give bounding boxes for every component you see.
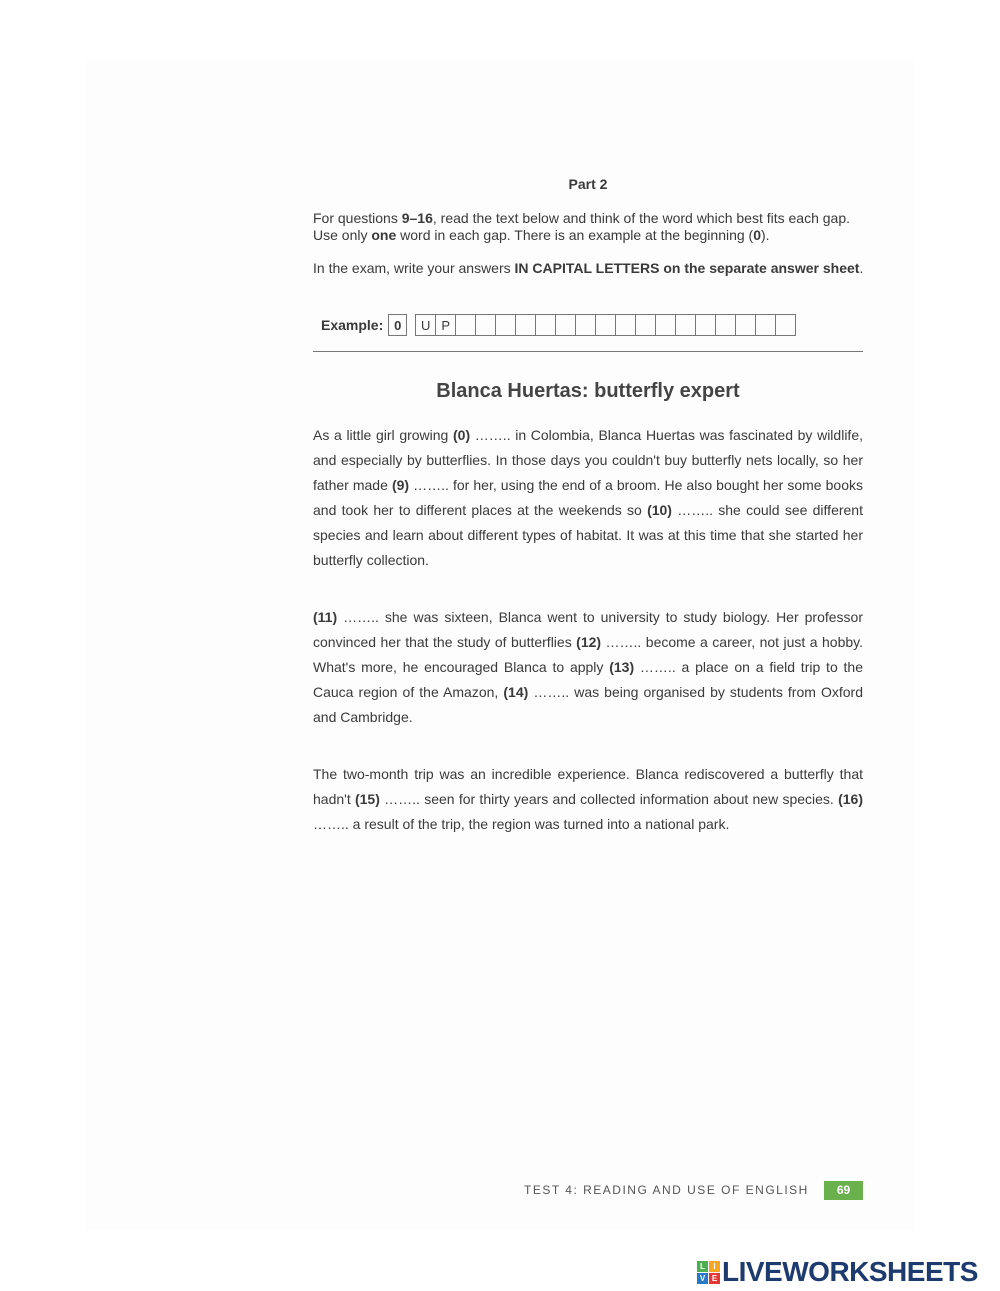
bold-text: 0 <box>753 227 762 243</box>
text-run: In the exam, write your answers <box>313 260 515 276</box>
answer-cell <box>455 314 476 336</box>
answer-cell: U <box>415 314 436 336</box>
instructions-1 <box>313 210 873 244</box>
answer-cell: P <box>435 314 456 336</box>
bold-text: (12) <box>576 634 602 650</box>
text-run: …….. a result of the trip, the region was turned into a national park. <box>313 816 730 832</box>
text-run: …….. seen for thirty years and collected information about new species. <box>379 791 839 807</box>
running-title: TEST 4: READING AND USE OF ENGLISH <box>524 1183 809 1197</box>
bold-text: (13) <box>609 659 635 675</box>
logo-mark-letter: L <box>697 1261 708 1272</box>
text-title: Blanca Huertas: butterfly expert <box>436 380 740 402</box>
text-run: ). <box>761 227 770 243</box>
answer-cell <box>715 314 736 336</box>
bold-text: (0) <box>453 427 471 443</box>
logo-mark-icon <box>697 1261 720 1284</box>
logo-mark-letter: E <box>709 1273 720 1284</box>
text-run: …….. for her, using the end of a broom. He also bought her some books and took her to different places at the weekends so <box>313 477 863 518</box>
liveworksheets-logo <box>697 1256 978 1288</box>
paragraph-1 <box>313 423 863 573</box>
paragraph-2 <box>313 605 863 730</box>
text-run: …….. a place on a field trip to the Cauca region of the Amazon, <box>313 659 863 700</box>
answer-cell <box>495 314 516 336</box>
text-run: . <box>859 260 864 276</box>
bold-text: 9–16 <box>401 210 433 226</box>
bold-text: (9) <box>391 477 410 493</box>
part-heading: Part 2 <box>568 176 608 192</box>
text-run: …….. become a career, not just a hobby. What's more, he encouraged Blanca to apply <box>313 634 863 675</box>
answer-cell <box>655 314 676 336</box>
text-run: …….. in Colombia, Blanca Huertas was fascinated by wildlife, and especially by butterflies. In those days you couldn't buy butterfly nets locally, so her father made <box>313 427 863 493</box>
answer-cell <box>535 314 556 336</box>
bold-text: (14) <box>503 684 529 700</box>
example-label: Example: <box>321 317 384 333</box>
answer-cell <box>475 314 496 336</box>
bold-text: IN CAPITAL LETTERS on the separate answer sheet <box>514 260 860 276</box>
text-run: As a little girl growing <box>313 427 454 443</box>
answer-cell <box>555 314 576 336</box>
answer-cell <box>755 314 776 336</box>
example-row <box>321 314 796 336</box>
text-run: …….. was being organised by students from Oxford and Cambridge. <box>313 684 864 725</box>
text-run: word in each gap. There is an example at the beginning ( <box>396 227 754 243</box>
answer-cell <box>775 314 796 336</box>
answer-cell <box>575 314 596 336</box>
bold-text: (11) <box>313 609 338 625</box>
bold-text: (16) <box>838 791 863 807</box>
logo-mark-letter: I <box>709 1261 720 1272</box>
divider <box>313 351 863 352</box>
answer-cell <box>635 314 656 336</box>
answer-cell <box>675 314 696 336</box>
bold-text: (10) <box>647 502 672 518</box>
example-answer-cells <box>415 314 796 336</box>
logo-text: LIVEWORKSHEETS <box>722 1256 978 1287</box>
instructions-2 <box>313 260 873 277</box>
answer-cell <box>515 314 536 336</box>
logo-mark-letter: V <box>697 1273 708 1284</box>
page-number: 69 <box>824 1181 863 1200</box>
paragraph-3 <box>313 762 863 837</box>
bold-text: one <box>371 227 397 243</box>
text-run: The two-month trip was an incredible experience. Blanca rediscovered a butterfly that hadn't <box>313 766 863 807</box>
answer-cell <box>595 314 616 336</box>
text-run: …….. she could see different species and learn about different types of habitat. It was at this time that she started her butterfly collection. <box>313 502 863 568</box>
answer-cell <box>695 314 716 336</box>
bold-text: (15) <box>354 791 380 807</box>
answer-cell <box>735 314 756 336</box>
text-run: For questions <box>313 210 402 226</box>
example-number-box: 0 <box>388 314 407 336</box>
answer-cell <box>615 314 636 336</box>
text-run: , read the text below and think of the word which best fits each gap. Use only <box>313 210 851 243</box>
text-run: …….. she was sixteen, Blanca went to university to study biology. Her professor convinced her that the study of butterflies <box>313 609 863 650</box>
